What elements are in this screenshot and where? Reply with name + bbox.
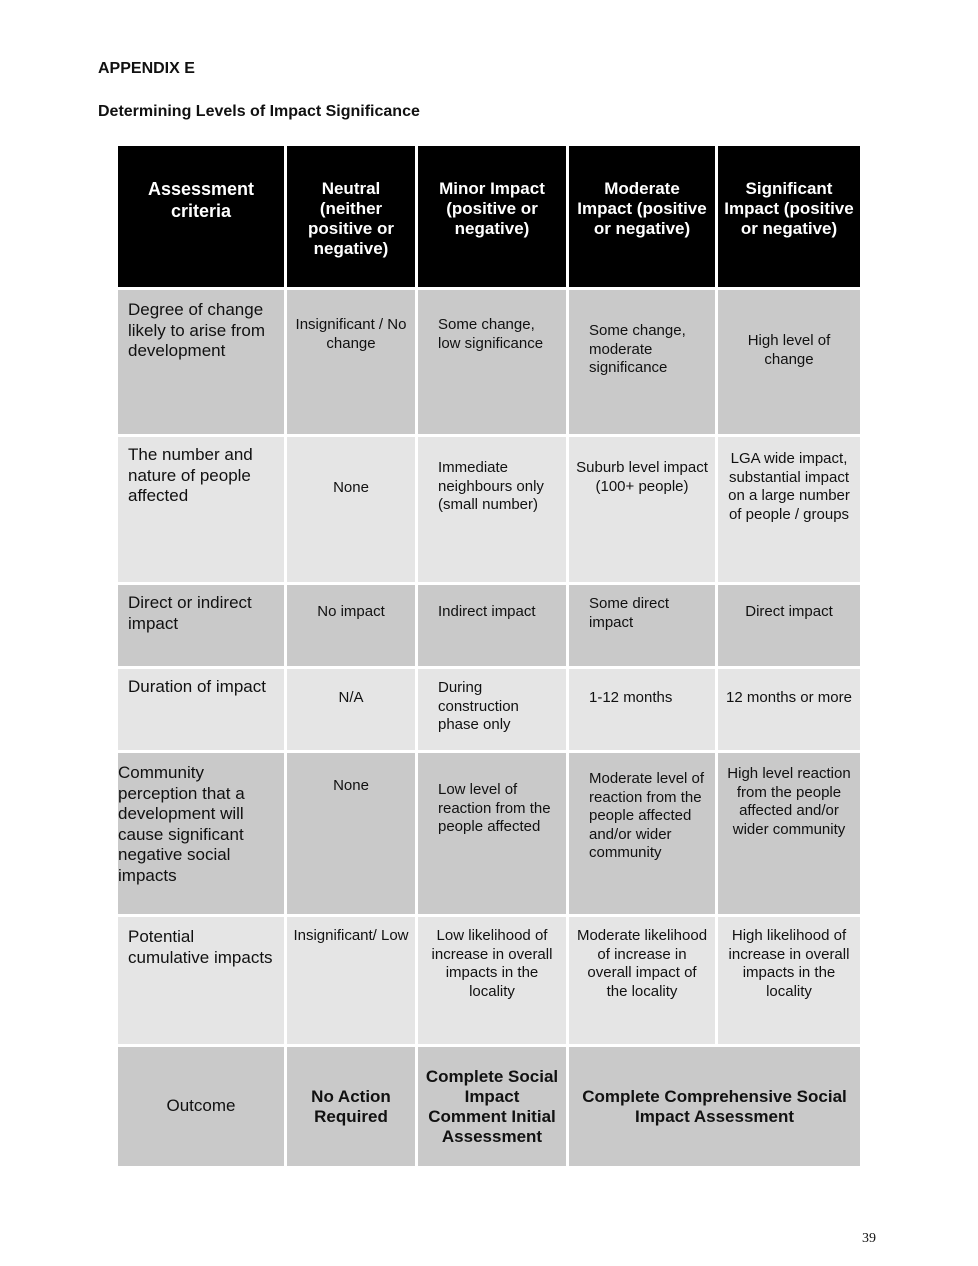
table-header-row	[118, 146, 860, 290]
significant-cell: Direct impact	[718, 585, 860, 669]
minor-cell: During construction phase only	[418, 669, 569, 753]
minor-cell: Low likelihood of increase in overall impacts in the locality	[418, 917, 569, 1047]
moderate-cell: Moderate likelihood of increase in overall impact of the locality	[569, 917, 718, 1047]
criteria-cell: Direct or indirect impact	[118, 585, 287, 669]
neutral-cell: Insignificant / No change	[287, 290, 418, 437]
header-significant-impact: Significant Impact (positive or negative)	[718, 146, 860, 290]
significant-cell: 12 months or more	[718, 669, 860, 753]
criteria-cell: Duration of impact	[118, 669, 287, 753]
impact-significance-table	[118, 146, 860, 1166]
minor-cell: Low level of reaction from the people affected	[418, 753, 569, 917]
table-row	[118, 917, 860, 1047]
moderate-cell: Suburb level impact (100+ people)	[569, 437, 718, 585]
neutral-cell: None	[287, 753, 418, 917]
table-row	[118, 585, 860, 669]
neutral-cell: None	[287, 437, 418, 585]
criteria-cell: Degree of change likely to arise from development	[118, 290, 287, 437]
header-assessment-criteria: Assessment criteria	[118, 146, 287, 290]
minor-cell: Indirect impact	[418, 585, 569, 669]
outcome-row	[118, 1047, 860, 1166]
table-row	[118, 669, 860, 753]
neutral-cell: Insignificant/ Low	[287, 917, 418, 1047]
neutral-cell: N/A	[287, 669, 418, 753]
minor-cell: Immediate neighbours only (small number)	[418, 437, 569, 585]
criteria-cell: Potential cumulative impacts	[118, 917, 287, 1047]
outcome-neutral: No Action Required	[287, 1047, 418, 1166]
significant-cell: LGA wide impact, substantial impact on a large number of people / groups	[718, 437, 860, 585]
moderate-cell: Moderate level of reaction from the people affected and/or wider community	[569, 753, 718, 917]
significant-cell: High level of change	[718, 290, 860, 437]
outcome-minor: Complete Social Impact Comment Initial Assessment	[418, 1047, 569, 1166]
header-moderate-impact: Moderate Impact (positive or negative)	[569, 146, 718, 290]
criteria-cell: The number and nature of people affected	[118, 437, 287, 585]
appendix-heading: APPENDIX E	[98, 60, 195, 77]
criteria-cell: Community perception that a development will cause significant negative social impacts	[118, 753, 287, 917]
moderate-cell: Some direct impact	[569, 585, 718, 669]
outcome-label: Outcome	[118, 1047, 287, 1166]
table-row	[118, 437, 860, 585]
header-neutral: Neutral (neither positive or negative)	[287, 146, 418, 290]
significant-cell: High likelihood of increase in overall impacts in the locality	[718, 917, 860, 1047]
moderate-cell: 1-12 months	[569, 669, 718, 753]
table-row	[118, 290, 860, 437]
significant-cell: High level reaction from the people affected and/or wider community	[718, 753, 860, 917]
header-minor-impact: Minor Impact (positive or negative)	[418, 146, 569, 290]
outcome-moderate-significant: Complete Comprehensive Social Impact Assessment	[569, 1047, 860, 1166]
table-row	[118, 753, 860, 917]
minor-cell: Some change, low significance	[418, 290, 569, 437]
page-subtitle: Determining Levels of Impact Significance	[98, 103, 420, 120]
moderate-cell: Some change, moderate significance	[569, 290, 718, 437]
neutral-cell: No impact	[287, 585, 418, 669]
page-number: 39	[862, 1231, 876, 1246]
